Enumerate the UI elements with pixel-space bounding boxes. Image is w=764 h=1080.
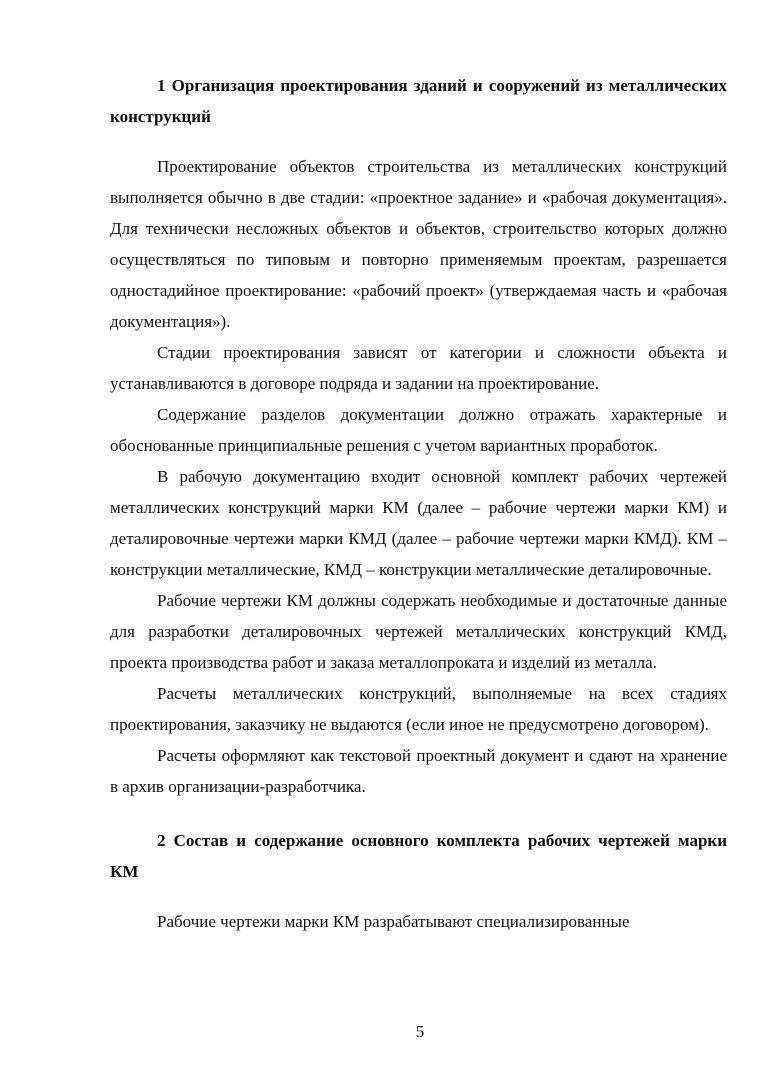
section-1-paragraph-4: В рабочую документацию входит основной комплект рабочих чертежей металлических конструкций марки КМ (далее – рабочие чертежи марки КМ) и деталировочные чертежи марки КМД (далее – рабочие чертежи марки КМД). КМ – конструкции металлические, КМД – конструкции металлические деталировочные.	[110, 467, 727, 579]
section-2-heading: 2 Состав и содержание основного комплекта рабочих чертежей марки КМ	[110, 831, 727, 881]
section-1-paragraph-7: Расчеты оформляют как текстовой проектный документ и сдают на хранение в архив организации-разработчика.	[110, 746, 727, 796]
section-1-heading: 1 Организация проектирования зданий и сооружений из металлических конструкций	[110, 76, 727, 126]
section-1-paragraph-5: Рабочие чертежи КМ должны содержать необходимые и достаточные данные для разработки деталировочных чертежей металлических конструкций КМД, проекта производства работ и заказа металлопроката и изделий из металла.	[110, 591, 727, 672]
document-page	[110, 70, 727, 937]
section-1-paragraph-6: Расчеты металлических конструкций, выполняемые на всех стадиях проектирования, заказчику не выдаются (если иное не предусмотрено договором).	[110, 684, 727, 734]
section-2-paragraph-1: Рабочие чертежи марки КМ разрабатывают специализированные	[157, 912, 630, 931]
section-1-paragraph-3: Содержание разделов документации должно отражать характерные и обоснованные принципиальные решения с учетом вариантных проработок.	[110, 405, 727, 455]
page-number: 5	[415, 1022, 425, 1041]
section-1-paragraph-2: Стадии проектирования зависят от категории и сложности объекта и устанавливаются в договоре подряда и задании на проектирование.	[110, 343, 727, 393]
section-1-paragraph-1: Проектирование объектов строительства из металлических конструкций выполняется обычно в две стадии: «проектное задание» и «рабочая документация». Для технически несложных объектов и объектов, строительство которых должно осуществляться по типовым и повторно применяемым проектам, разрешается одностадийное проектирование: «рабочий проект» (утверждаемая часть и «рабочая документация»).	[110, 157, 727, 331]
